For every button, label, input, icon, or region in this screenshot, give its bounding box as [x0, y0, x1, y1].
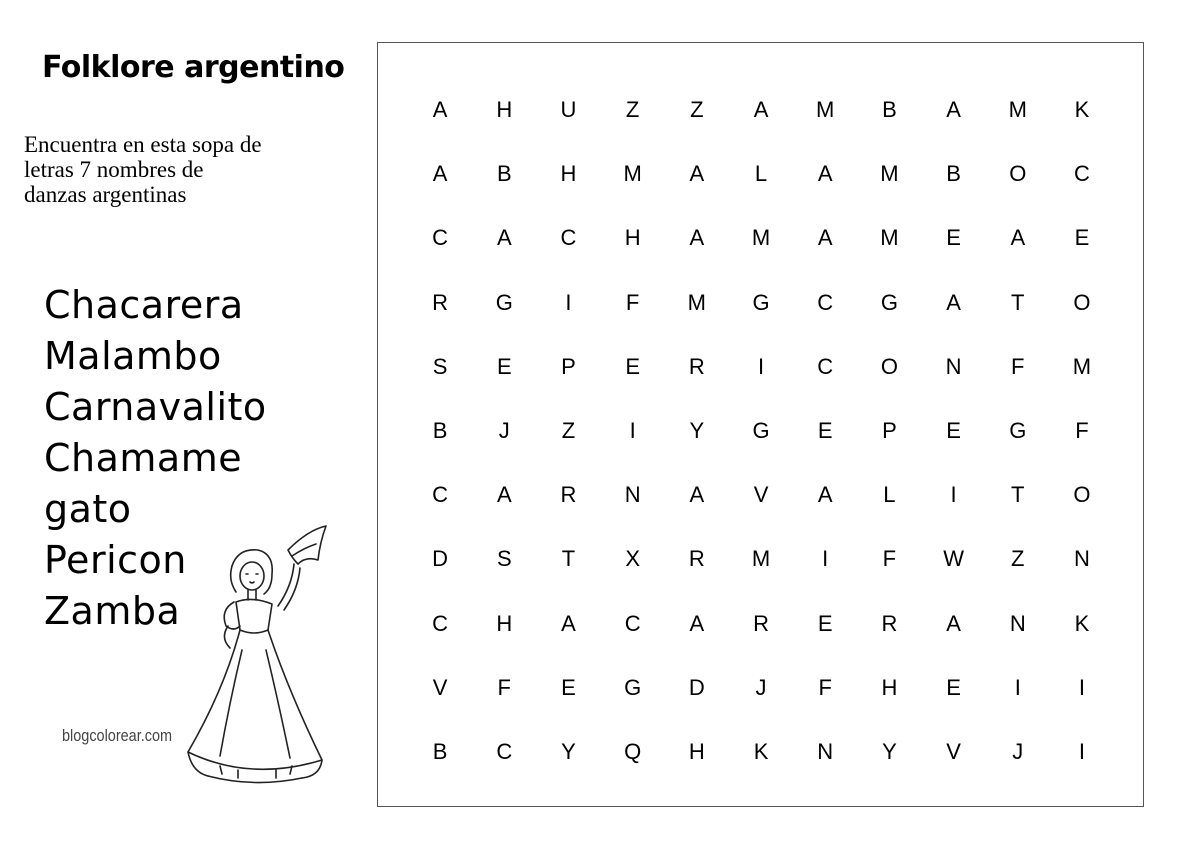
grid-cell[interactable]: M — [623, 161, 642, 187]
grid-cell[interactable]: C — [432, 482, 449, 508]
grid-cell[interactable]: X — [625, 546, 640, 572]
grid-cell[interactable]: Z — [1011, 546, 1025, 572]
grid-cell[interactable]: A — [496, 482, 512, 508]
dancer-illustration — [180, 520, 330, 790]
grid-cell[interactable]: E — [946, 674, 961, 700]
instructions-line: letras 7 nombres de — [24, 157, 204, 182]
grid-cell[interactable]: A — [689, 610, 705, 636]
word-item: gato — [44, 487, 132, 531]
grid-cell[interactable]: I — [822, 546, 829, 572]
grid-cell[interactable]: I — [1014, 674, 1021, 700]
instructions — [24, 132, 364, 207]
grid-cell[interactable]: G — [880, 289, 898, 315]
grid-cell[interactable]: F — [497, 674, 511, 700]
grid-cell[interactable]: A — [689, 161, 705, 187]
grid-cell[interactable]: M — [1072, 353, 1092, 379]
page-title: Folklore argentino — [42, 50, 345, 85]
grid-cell[interactable]: K — [1074, 610, 1090, 636]
grid-cell[interactable]: A — [432, 97, 448, 123]
grid-cell[interactable]: M — [880, 161, 899, 187]
grid-cell[interactable]: H — [496, 610, 513, 636]
grid-cell[interactable]: M — [816, 97, 835, 123]
letter-grid — [408, 78, 1114, 784]
grid-cell[interactable]: N — [1009, 610, 1026, 636]
grid-cell[interactable]: I — [629, 418, 636, 444]
grid-cell[interactable]: M — [880, 225, 899, 251]
word-item: Malambo — [44, 334, 222, 378]
grid-cell[interactable]: F — [1011, 353, 1025, 379]
grid-cell[interactable]: H — [560, 161, 577, 187]
grid-cell[interactable]: A — [1010, 225, 1026, 251]
grid-cell[interactable]: G — [624, 674, 642, 700]
grid-cell[interactable]: B — [882, 97, 897, 123]
grid-cell[interactable]: V — [432, 674, 448, 700]
grid-cell[interactable]: D — [432, 546, 449, 572]
grid-cell[interactable]: R — [881, 610, 898, 636]
grid-cell[interactable]: C — [496, 738, 513, 764]
grid-cell[interactable]: O — [1073, 289, 1091, 315]
grid-cell[interactable]: N — [817, 738, 834, 764]
grid-cell[interactable]: T — [1011, 289, 1025, 315]
grid-cell[interactable]: L — [883, 482, 896, 508]
grid-cell[interactable]: P — [561, 353, 576, 379]
grid-cell[interactable]: S — [432, 353, 448, 379]
grid-cell[interactable]: C — [1074, 161, 1090, 187]
grid-cell[interactable]: H — [688, 738, 705, 764]
grid-cell[interactable]: J — [1012, 738, 1024, 764]
grid-cell[interactable]: R — [753, 610, 769, 636]
grid-cell[interactable]: I — [1078, 674, 1086, 700]
grid-cell[interactable]: K — [753, 738, 769, 764]
grid-cell[interactable]: C — [817, 289, 834, 315]
grid-cell[interactable]: A — [946, 610, 961, 636]
grid-cell[interactable]: V — [946, 738, 961, 764]
grid-cell[interactable]: C — [817, 353, 834, 379]
grid-cell[interactable]: B — [432, 738, 448, 764]
grid-cell[interactable]: J — [498, 418, 510, 444]
grid-cell[interactable]: B — [496, 161, 512, 187]
grid-cell[interactable]: B — [946, 161, 961, 187]
word-item: Zamba — [44, 589, 181, 633]
grid-cell[interactable]: J — [755, 674, 767, 700]
grid-cell[interactable]: G — [752, 289, 770, 315]
grid-cell[interactable]: A — [753, 97, 769, 123]
grid-cell[interactable]: Y — [882, 738, 897, 764]
grid-cell[interactable]: A — [946, 97, 961, 123]
grid-cell[interactable]: I — [950, 482, 957, 508]
word-search-box — [377, 42, 1144, 807]
grid-cell[interactable]: G — [495, 289, 513, 315]
grid-cell[interactable]: H — [881, 674, 898, 700]
grid-cell[interactable]: L — [754, 161, 768, 187]
grid-cell[interactable]: F — [882, 546, 897, 572]
grid-cell[interactable]: H — [624, 225, 641, 251]
grid-cell[interactable]: E — [625, 353, 640, 379]
grid-cell[interactable]: A — [561, 610, 576, 636]
grid-cell[interactable]: E — [946, 225, 961, 251]
grid-cell[interactable]: A — [689, 482, 705, 508]
grid-cell[interactable]: A — [432, 161, 448, 187]
grid-cell[interactable]: E — [946, 418, 961, 444]
grid-cell[interactable]: F — [818, 674, 832, 700]
grid-cell[interactable]: Z — [690, 97, 704, 123]
grid-cell[interactable]: R — [688, 353, 705, 379]
instructions-line: danzas argentinas — [24, 182, 187, 207]
grid-cell[interactable]: C — [432, 225, 449, 251]
grid-cell[interactable]: E — [1074, 225, 1090, 251]
grid-cell[interactable]: A — [946, 289, 961, 315]
word-item: Chacarera — [44, 283, 244, 327]
grid-cell[interactable]: A — [817, 161, 833, 187]
grid-cell[interactable]: O — [1073, 482, 1091, 508]
watermark: blogcolorear.com — [62, 726, 173, 745]
word-item: Chamame — [44, 436, 243, 480]
grid-cell[interactable]: N — [624, 482, 641, 508]
grid-cell[interactable]: I — [757, 353, 765, 379]
grid-cell[interactable]: F — [1075, 418, 1089, 444]
grid-cell[interactable]: E — [561, 674, 576, 700]
grid-cell[interactable]: A — [817, 482, 833, 508]
grid-cell[interactable]: Z — [625, 97, 640, 123]
grid-cell[interactable]: P — [882, 418, 897, 444]
grid-cell[interactable]: C — [560, 225, 577, 251]
grid-cell[interactable]: Y — [561, 738, 576, 764]
grid-cell[interactable]: I — [565, 289, 572, 315]
grid-cell[interactable]: C — [432, 610, 449, 636]
grid-cell[interactable]: Z — [561, 418, 576, 444]
grid-cell[interactable]: B — [432, 418, 448, 444]
grid-cell[interactable]: M — [751, 546, 771, 572]
grid-cell[interactable]: E — [817, 610, 833, 636]
grid-cell[interactable]: R — [432, 289, 449, 315]
grid-cell[interactable]: D — [688, 674, 705, 700]
grid-cell[interactable]: C — [624, 610, 641, 636]
grid-cell[interactable]: W — [943, 546, 964, 572]
grid-cell[interactable]: E — [817, 418, 833, 444]
grid-cell[interactable]: N — [945, 353, 962, 379]
word-item: Pericon — [44, 538, 187, 582]
grid-cell[interactable]: U — [560, 97, 577, 123]
grid-cell[interactable]: V — [753, 482, 769, 508]
grid-cell[interactable]: T — [1011, 482, 1025, 508]
grid-cell[interactable]: R — [688, 546, 705, 572]
grid-cell[interactable]: E — [496, 353, 512, 379]
grid-cell[interactable]: M — [687, 289, 706, 315]
grid-cell[interactable]: S — [496, 546, 512, 572]
grid-cell[interactable]: I — [1078, 738, 1086, 764]
grid-cell[interactable]: G — [752, 418, 770, 444]
grid-cell[interactable]: N — [1074, 546, 1090, 572]
grid-cell[interactable]: K — [1074, 97, 1090, 123]
grid-cell[interactable]: T — [561, 546, 576, 572]
instructions-line: Encuentra en esta sopa de — [24, 132, 262, 157]
word-item: Carnavalito — [44, 385, 267, 429]
grid-cell[interactable]: H — [496, 97, 513, 123]
grid-cell[interactable]: A — [689, 225, 705, 251]
grid-cell[interactable]: O — [880, 353, 898, 379]
grid-cell[interactable]: G — [1009, 418, 1027, 444]
grid-cell[interactable]: F — [625, 289, 640, 315]
grid-cell[interactable]: M — [1008, 97, 1027, 123]
grid-cell[interactable]: A — [496, 225, 512, 251]
grid-cell[interactable]: M — [751, 225, 771, 251]
grid-cell[interactable]: A — [817, 225, 833, 251]
grid-cell[interactable]: Q — [624, 738, 642, 764]
grid-cell[interactable]: O — [1009, 161, 1027, 187]
grid-cell[interactable]: Y — [689, 418, 705, 444]
grid-cell[interactable]: R — [560, 482, 577, 508]
